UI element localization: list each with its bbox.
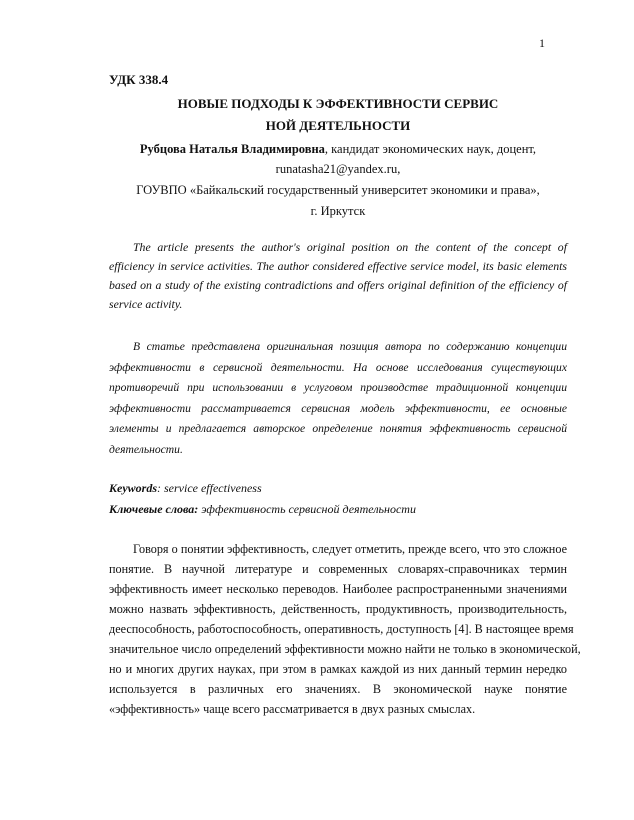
abstract-russian xyxy=(109,340,567,463)
abstract-en-line: efficiency in service activities. The author considered effective service model, its basic elements xyxy=(109,259,567,273)
author-degree: , кандидат экономических наук, доцент, xyxy=(324,142,537,156)
abstract-ru-line: противоречий при использовании в услуговом производстве традиционной концепции xyxy=(109,381,567,394)
keywords-english xyxy=(109,481,262,496)
abstract-en-line: service activity. xyxy=(109,297,183,311)
body-line: эффективность имеет несколько переводов. Наиболее распространенными значениями xyxy=(109,582,567,596)
keywords-ru-label: Ключевые слова: xyxy=(109,502,199,516)
keywords-ru-text: эффективность сервисной деятельности xyxy=(198,502,416,516)
abstract-en-line: The article presents the author's original position on the content of the concept of xyxy=(133,240,567,254)
author-organization: ГОУВПО «Байкальский государственный университет экономики и права», xyxy=(136,183,540,197)
body-line: понятие. В научной литературе и современных словарях-справочниках термин xyxy=(109,562,567,576)
page-number: 1 xyxy=(539,36,545,50)
title-line-2: НОЙ ДЕЯТЕЛЬНОСТИ xyxy=(265,118,411,133)
body-paragraph xyxy=(109,542,581,722)
abstract-ru-line: элементы и предлагается авторское определение понятия эффективность сервисной xyxy=(109,422,567,435)
abstract-ru-line: В статье представлена оригинальная позиция автора по содержанию концепции xyxy=(133,340,567,353)
keywords-en-label: Keywords xyxy=(109,481,157,495)
abstract-english xyxy=(109,238,567,314)
body-line: «эффективность» чаще всего рассматривается в двух разных смыслах. xyxy=(109,702,476,716)
abstract-ru-line: деятельности. xyxy=(109,442,183,456)
body-line: Говоря о понятии эффективность, следует отметить, прежде всего, что это сложное xyxy=(133,542,567,556)
author-email: runatasha21@yandex.ru, xyxy=(275,162,401,176)
body-line: используется в различных его значениях. В экономической науке понятие xyxy=(109,682,567,696)
author-name: Рубцова Наталья Владимировна xyxy=(139,142,325,156)
author-line xyxy=(109,142,567,157)
title-line-1: НОВЫЕ ПОДХОДЫ К ЭФФЕКТИВНОСТИ СЕРВИС xyxy=(177,96,499,111)
abstract-ru-line: эффективности рассматривается сервисная модель эффективности, ее основные xyxy=(109,401,567,415)
keywords-russian xyxy=(109,502,416,517)
body-line: значительное число определений эффективности можно найти не только в экономической, xyxy=(109,642,581,656)
body-line: но и многих других науках, при этом в рамках каждой из них данный термин нередко xyxy=(109,662,567,676)
keywords-en-text: : service effectiveness xyxy=(157,481,262,495)
body-line: можно назвать эффективность, действенность, продуктивность, производительность, xyxy=(109,602,567,616)
abstract-en-line: based on a study of the existing contradictions and offers original definition of the efficiency of xyxy=(109,278,567,292)
abstract-ru-line: эффективности в сервисной деятельности. На основе исследования существующих xyxy=(109,360,567,374)
author-city: г. Иркутск xyxy=(310,204,366,218)
body-line: дееспособность, работоспособность, оперативность, доступность [4]. В настоящее время xyxy=(109,622,574,636)
udk-code: УДК 338.4 xyxy=(109,72,169,87)
